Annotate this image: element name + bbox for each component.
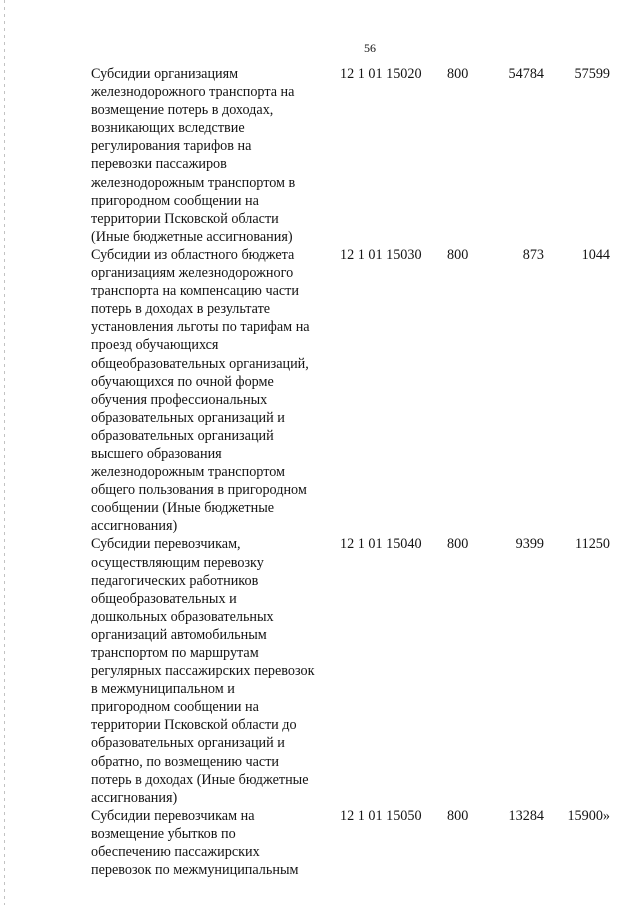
- row-value-2: 11250: [575, 536, 610, 553]
- row-expense-type: 800: [447, 246, 469, 263]
- row-description: Субсидии перевозчикам, осуществляющим перевозку педагогических работников общеобразовательных и дошкольных образовательных организаций автомобильным транспортом по маршрутам регулярных пассажирских перевозок в межмуниципальном и пригородном сообщении на территории Псковской области до образовательных организаций и обратно, по возмещению части потерь в доходах (Иные бюджетные ассигнования): [91, 536, 315, 806]
- row-description: Субсидии перевозчикам на возмещение убытков по обеспечению пассажирских перевозок по межмуниципальным: [91, 807, 299, 879]
- row-expense-type: 800: [447, 536, 469, 553]
- row-code: 12 1 01 15030: [340, 246, 422, 263]
- page-number: 56: [364, 41, 376, 55]
- table-row: [0, 246, 640, 536]
- row-code: 12 1 01 15020: [340, 66, 422, 82]
- row-value-1: 9399: [515, 536, 544, 553]
- budget-table: [0, 65, 640, 879]
- table-row: [0, 807, 640, 879]
- row-value-1: 13284: [508, 807, 544, 824]
- row-value-1: 54784: [508, 66, 544, 82]
- row-code: 12 1 01 15040: [340, 536, 422, 553]
- row-code: 12 1 01 15050: [340, 807, 422, 824]
- row-description: Субсидии из областного бюджета организациям железнодорожного транспорта на компенсацию части потерь в доходах в результате установления льготы по тарифам на проезд обучающихся общеобразовательных организаций, обучающихся по очной форме обучения профессиональных образовательных организаций и образовательных организаций высшего образования железнодорожным транспортом общего пользования в пригородном сообщении (Иные бюджетные ассигнования): [91, 246, 310, 535]
- table-row: [0, 535, 640, 806]
- row-expense-type: 800: [447, 66, 469, 82]
- row-value-2: 15900»: [567, 807, 610, 824]
- table-row: [0, 65, 640, 246]
- row-value-1: 873: [522, 246, 544, 263]
- row-value-2: 57599: [574, 66, 610, 82]
- row-expense-type: 800: [447, 807, 469, 824]
- row-value-2: 1044: [581, 246, 610, 263]
- row-description: Субсидии организациям железнодорожного транспорта на возмещение потерь в доходах, возникающих вследствие регулирования тарифов на перевозки пассажиров железнодорожным транспортом в пригородном сообщении на территории Псковской области (Иные бюджетные ассигнования): [91, 66, 296, 245]
